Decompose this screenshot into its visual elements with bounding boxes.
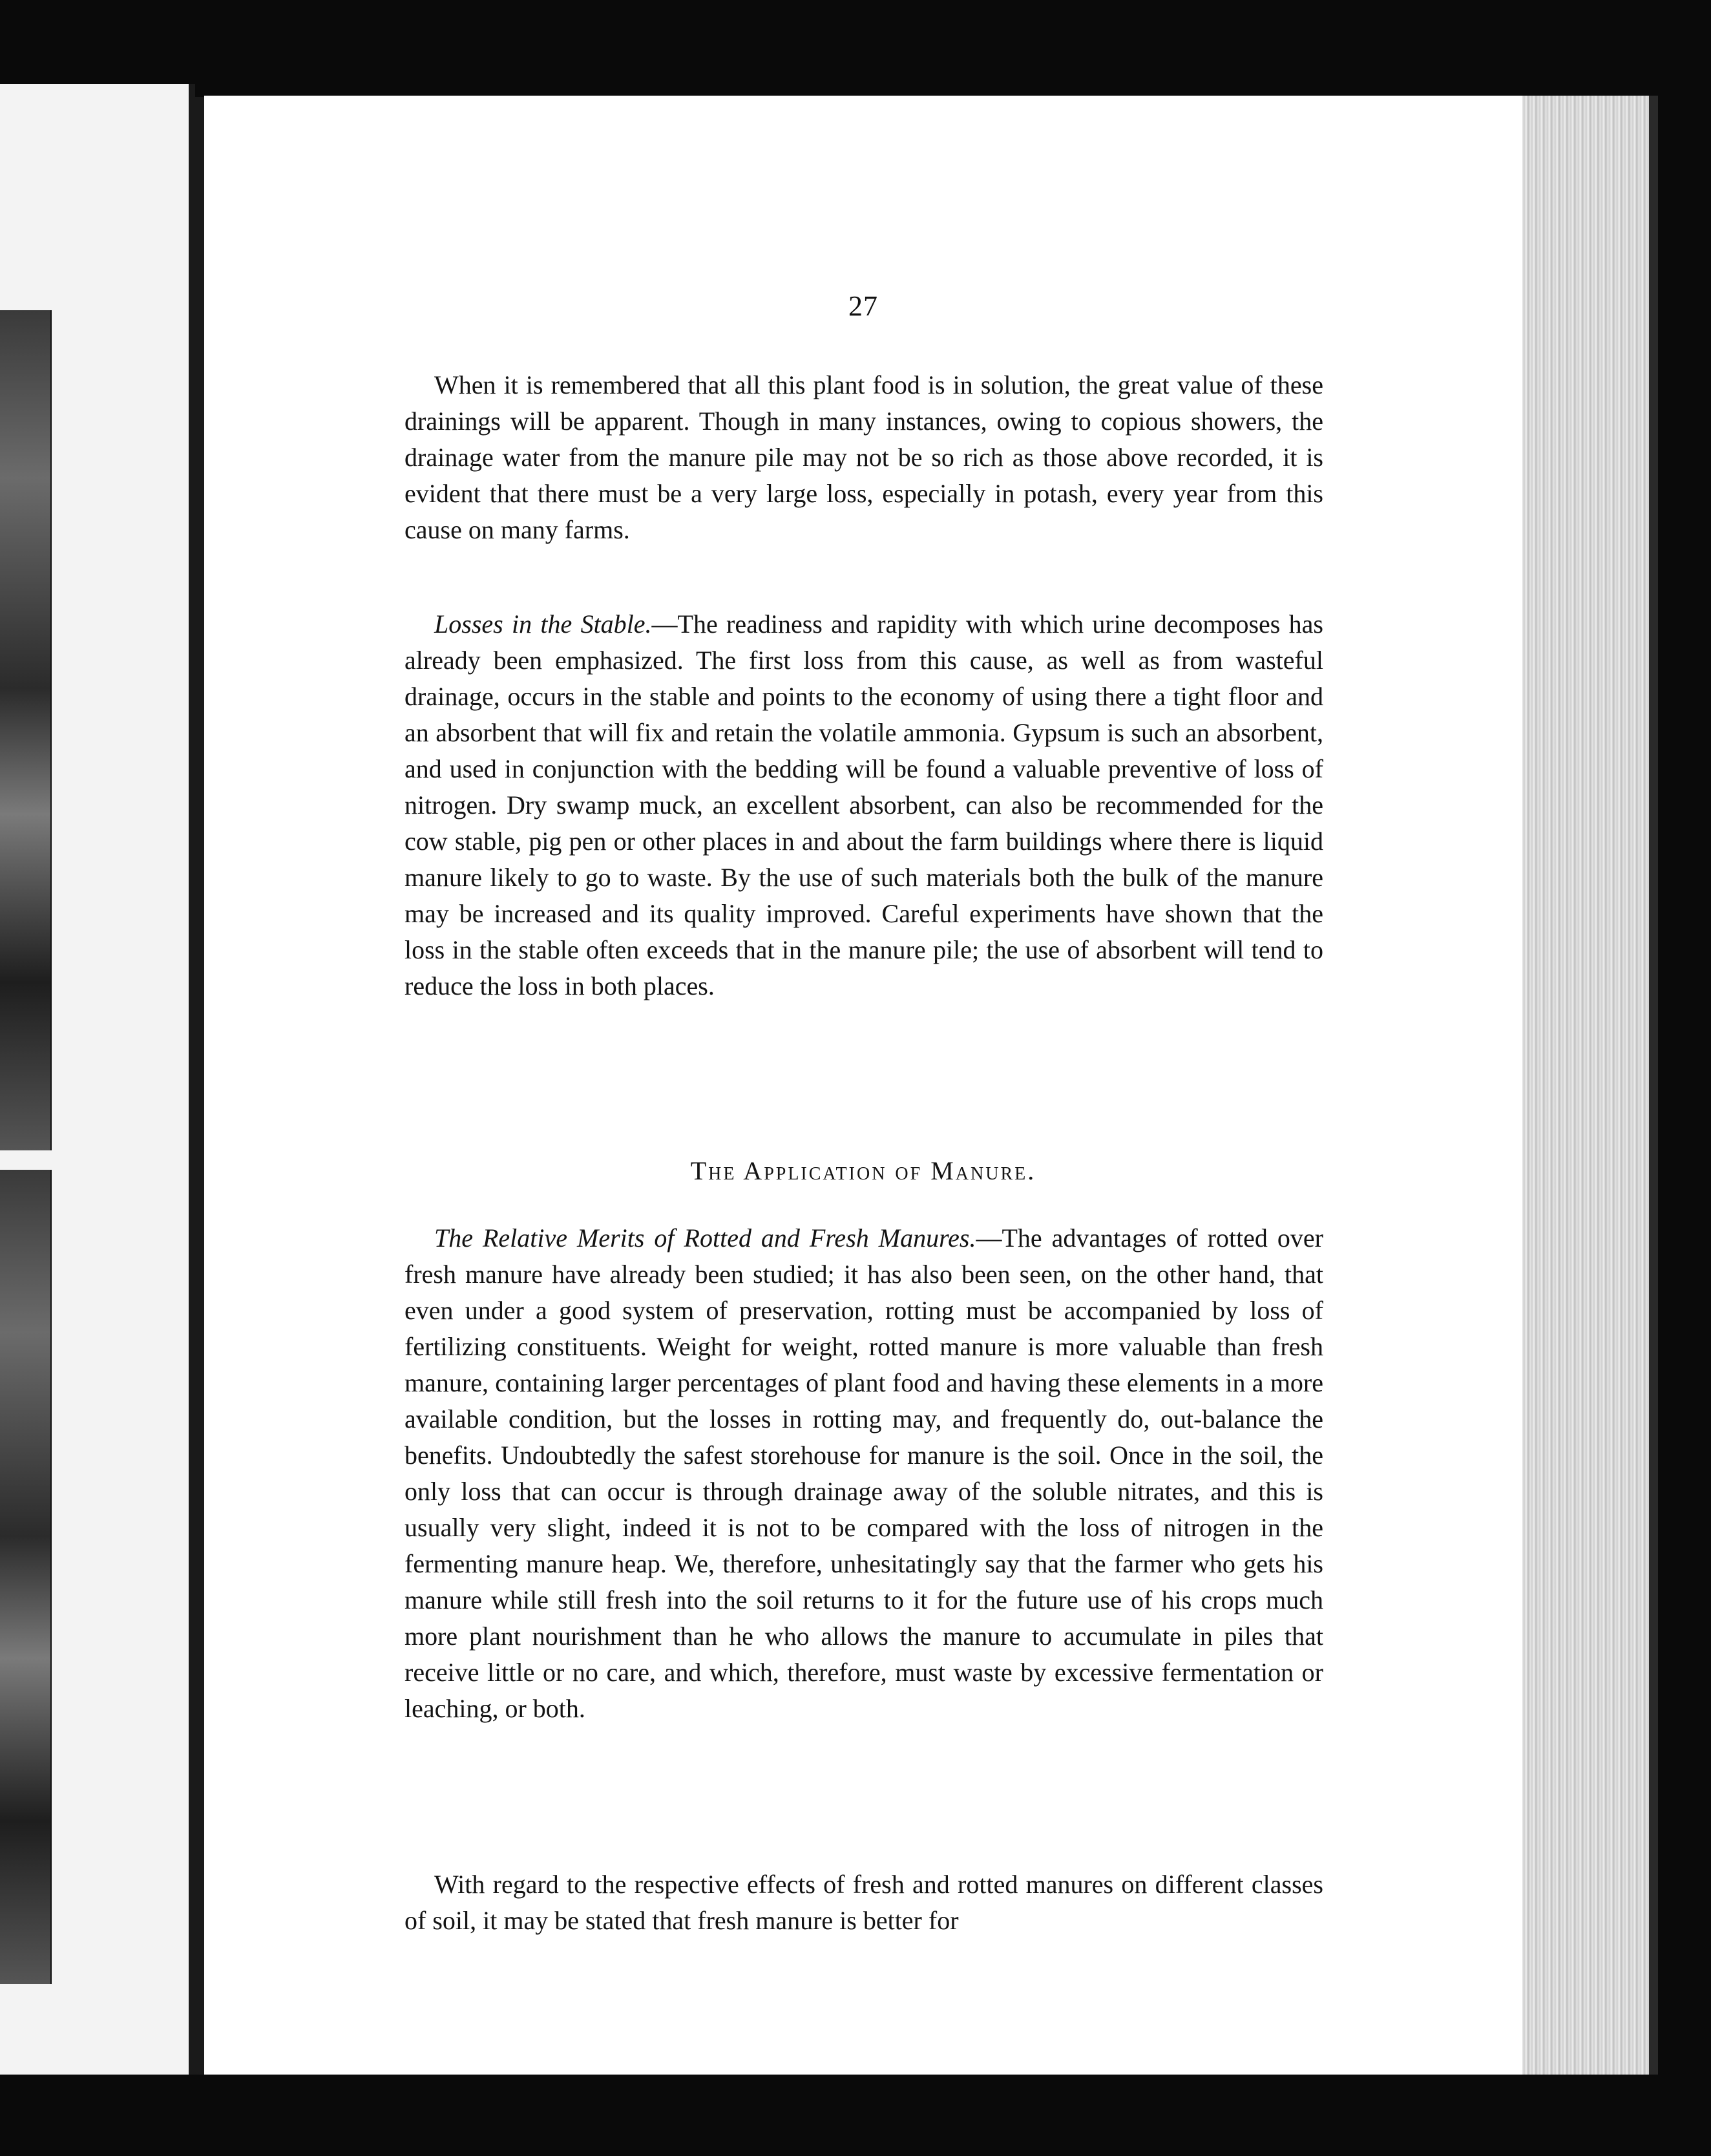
- facing-page-photo: [0, 1170, 52, 1984]
- page-leaves: [1522, 96, 1649, 2075]
- book-gutter: [195, 97, 204, 2075]
- paragraph-text: With regard to the respective effects of fresh and rotted manures on different classes of soil, it may be stated that fresh manure is better for: [404, 1870, 1323, 1935]
- paragraph: [404, 606, 1323, 1004]
- page-number: 27: [848, 290, 878, 322]
- paragraph-text: —The readiness and rapidity with which urine decomposes has already been emphasized. The first loss from this cause, as well as from wasteful drainage, occurs in the stable and points to the economy of using there a tight floor and an absorbent that will fix and retain the volatile ammonia. Gypsum is such an absorbent, and used in conjunction with the bedding will be found a valuable preventive of loss of nitrogen. Dry swamp muck, an excellent absorbent, can also be recommended for the cow stable, pig pen or other places in and about the farm buildings where there is liquid manure likely to go to waste. By the use of such materials both the bulk of the manure may be increased and its quality improved. Careful experiments have shown that the loss in the stable often exceeds that in the manure pile; the use of absorbent will tend to reduce the loss in both places.: [404, 609, 1323, 1000]
- book-page: [204, 96, 1522, 2075]
- facing-page-photo: [0, 310, 52, 1150]
- paragraph-text: When it is remembered that all this plant food is in solution, the great value of these drainings will be apparent. Though in many instances, owing to copious showers, the drainage water from the manure pile may not be so rich as those above recorded, it is evident that there must be a very large loss, especially in potash, every year from this cause on many farms.: [404, 370, 1323, 544]
- paragraph: [404, 1866, 1323, 1939]
- paragraph-text: —The advantages of rotted over fresh manure have already been studied; it has also been seen, on the other hand, that even under a good system of preservation, rotting must be accompanied by loss of fertilizing constituents. Weight for weight, rotted manure is more valuable than fresh manure, containing larger percentages of plant food and having these elements in a more available condition, but the losses in rotting may, and frequently do, out-balance the benefits. Undoubtedly the safest storehouse for manure is the soil. Once in the soil, the only loss that can occur is through drainage away of the soluble nitrates, and this is usually very slight, indeed it is not to be compared with the loss of nitrogen in the fermenting manure heap. We, therefore, unhesitatingly say that the farmer who gets his manure while still fresh into the soil returns to it for the future use of his crops much more plant nourishment than he who allows the manure to accumulate in piles that receive little or no care, and which, therefore, must waste by excessive fermentation or leaching, or both.: [404, 1223, 1323, 1723]
- section-heading: The Application of Manure.: [690, 1156, 1036, 1185]
- book-edge: [1649, 96, 1658, 2075]
- facing-page: [0, 84, 195, 2075]
- paragraph-title: Losses in the Stable.: [434, 609, 652, 639]
- paragraph-title: The Relative Merits of Rotted and Fresh Manures.: [434, 1223, 976, 1252]
- paragraph: [404, 367, 1323, 548]
- paragraph: [404, 1220, 1323, 1727]
